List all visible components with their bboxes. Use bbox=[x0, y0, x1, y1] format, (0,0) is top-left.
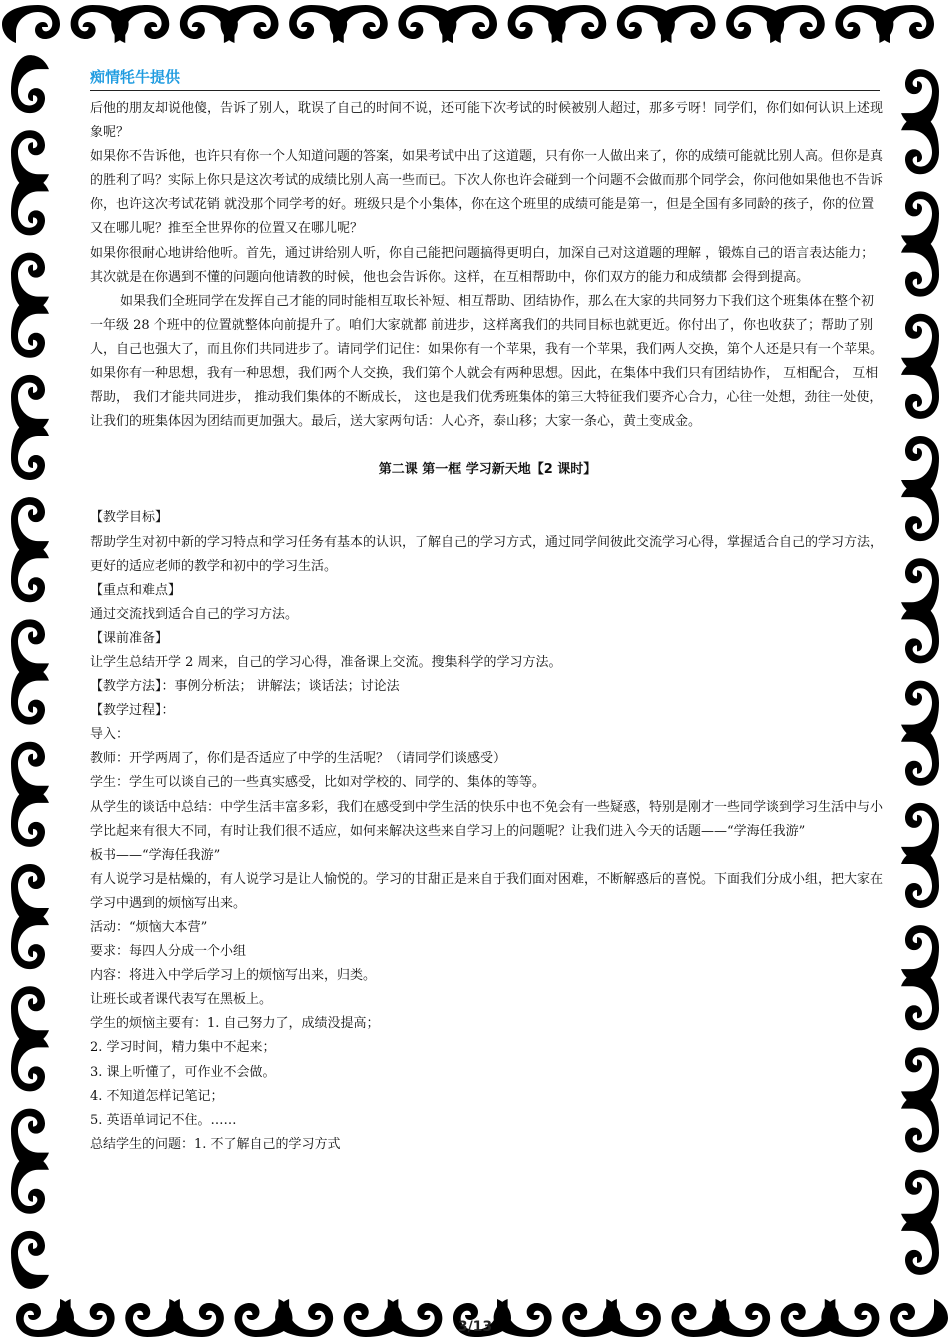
border-swirl bbox=[11, 177, 49, 235]
body-paragraph: 活动：“烦恼大本营” bbox=[90, 920, 208, 935]
border-swirl bbox=[901, 239, 939, 297]
border-swirl bbox=[890, 1299, 948, 1337]
border-swirl bbox=[57, 1299, 115, 1337]
border-swirl bbox=[901, 116, 939, 174]
list-item: 3. 课上听懂了，可作业不会做。 bbox=[90, 1064, 276, 1080]
border-swirl bbox=[821, 1299, 879, 1337]
border-swirl bbox=[11, 300, 49, 358]
body-paragraph: 帮助学生对初中新的学习特点和学习任务有基本的认识，了解自己的学习方式，通过同学间彼此交流学习心得，掌握适合自己的学习方法，更好的适应老师的教学和初中的学习生活。 bbox=[90, 534, 884, 574]
border-swirl bbox=[658, 5, 716, 43]
border-swirl bbox=[876, 5, 934, 43]
list-item: 4. 不知道怎样记笔记； bbox=[90, 1088, 224, 1104]
body-paragraph: 通过交流找到适合自己的学习方法。 bbox=[90, 606, 299, 622]
border-swirl bbox=[166, 1299, 224, 1337]
border-swirl bbox=[11, 1231, 49, 1289]
section-heading: 【重点和难点】 bbox=[90, 582, 182, 598]
list-item: 2. 学习时间，精力集中不起来； bbox=[90, 1040, 276, 1056]
border-swirl bbox=[111, 5, 169, 43]
body-paragraph: 有人说学习是枯燥的，有人说学习是让人愉悦的。学习的甘甜正是来自于我们面对困难，不断解惑后的喜悦。下面我们分成小组，把大家在学习中遇到的烦恼写出来。 bbox=[90, 871, 884, 911]
body-paragraph: 导入： bbox=[90, 727, 130, 743]
body-paragraph: 学生：学生可以谈自己的一些真实感受，比如对学校的、同学的、集体的等等。 bbox=[90, 775, 546, 791]
document-body bbox=[90, 97, 885, 1157]
spacer bbox=[90, 482, 885, 506]
border-swirl bbox=[221, 5, 279, 43]
border-swirl bbox=[11, 1033, 49, 1091]
border-swirl bbox=[275, 1299, 333, 1337]
border-swirl bbox=[712, 1299, 770, 1337]
border-swirl bbox=[603, 1299, 661, 1337]
body-paragraph: 从学生的谈话中总结：中学生活丰富多彩，我们在感受到中学生活的快乐中也不免会有一些疑惑，特别是刚才一些同学谈到学习生活中与小学比起来有很大不同，有时让我们很不适应，如何来解决这些来自学习上的问题呢？让我们进入今天的话题——“学海任我游” bbox=[90, 799, 884, 839]
section-heading: 【课前准备】 bbox=[90, 630, 169, 646]
body-paragraph: 教师：开学两周了，你们是否适应了中学的生活呢？（请同学们谈感受） bbox=[90, 751, 507, 767]
page-number: 3/13 bbox=[457, 1319, 493, 1335]
border-swirl bbox=[439, 5, 497, 43]
border-swirl bbox=[901, 483, 939, 541]
header-title: 痴情牦牛提供 bbox=[90, 68, 181, 86]
body-paragraph: 板书——“学海任我游” bbox=[90, 847, 221, 863]
border-swirl bbox=[767, 5, 825, 43]
body-paragraph: 总结学生的问题：1. 不了解自己的学习方式 bbox=[90, 1136, 341, 1152]
border-swirl bbox=[384, 1299, 442, 1337]
border-swirl bbox=[901, 972, 939, 1030]
border-swirl bbox=[11, 667, 49, 725]
border-swirl bbox=[901, 605, 939, 663]
list-item: 5. 英语单词记不住。…… bbox=[90, 1112, 237, 1128]
border-swirl bbox=[11, 911, 49, 969]
body-paragraph: 如果你很耐心地讲给他听。首先，通过讲给别人听，你自己能把问题搞得更明白，加深自己对这道题的理解 ，锻炼自己的语言表达能力；其次就是在你遇到不懂的问题向他请教的时候，他也会告诉你。这样，在互相帮助中，你们双方的能力和成绩都 会得到提高。 bbox=[90, 245, 875, 285]
page-header bbox=[90, 66, 880, 91]
lesson-title: 第二课 第一框 学习新天地【2 课时】 bbox=[378, 462, 597, 478]
border-swirl bbox=[901, 850, 939, 908]
section-heading: 【教学方法】：事例分析法； 讲解法；谈话法；讨论法 bbox=[90, 679, 400, 695]
border-swirl bbox=[330, 5, 388, 43]
body-paragraph: 让学生总结开学 2 周来，自己的学习心得，准备课上交流。搜集科学的学习方法。 bbox=[90, 654, 562, 670]
body-paragraph: 让班长或者课代表写在黑板上。 bbox=[90, 992, 273, 1008]
border-swirl bbox=[901, 1095, 939, 1153]
list-item: 学生的烦恼主要有：1. 自己努力了，成绩没提高； bbox=[90, 1016, 380, 1032]
border-swirl bbox=[11, 55, 49, 113]
body-paragraph: 后他的朋友却说他傻，告诉了别人，耽误了自己的时间不说，还可能下次考试的时候被别人超过，那多亏呀！同学们，你们如何认识上述现象呢？ bbox=[90, 101, 884, 141]
border-swirl bbox=[11, 544, 49, 602]
border-swirl bbox=[901, 1217, 939, 1275]
border-swirl bbox=[11, 422, 49, 480]
border-swirl bbox=[548, 5, 606, 43]
border-swirl bbox=[901, 361, 939, 419]
section-heading: 【教学目标】 bbox=[90, 510, 169, 526]
body-paragraph-indented: 如果我们全班同学在发挥自己才能的同时能相互取长补短、相互帮助、团结协作，那么在大家的共同努力下我们这个班集体在整个初一年级 28 个班中的位置就整体向前提升了。咱们大家就都 前进步，这样离我们的共同目标也就更近。你付出了，你也收获了；帮助了别人，自己也强大了，而且你们共同进步了。请同学们记住：如果你有一个苹果，我有一个苹果，我们两人交换，第个人还是只有一个苹果。如果你有一种思想，我有一种思想，我们两个人交换，我们第个人就会有两种思想。因此，在集体中我们只有团结协作， 互相配合， 互相帮助， 我们才能共同进步， 推动我们集体的不断成长， 这也是我们优秀班集体的第三大特征我们要齐心合力，心往一处想，劲往一处使，让我们的班集体因为团结而更加强大。最后，送大家两句话：人心齐，泰山移；大家一条心，黄土变成金。 bbox=[90, 293, 884, 430]
body-paragraph: 要求：每四人分成一个小组 bbox=[90, 944, 247, 960]
border-swirl bbox=[901, 728, 939, 786]
border-swirl bbox=[11, 1156, 49, 1214]
section-heading: 【教学过程】： bbox=[90, 703, 175, 719]
body-paragraph: 内容：将进入中学后学习上的烦恼写出来，归类。 bbox=[90, 968, 377, 984]
spacer bbox=[90, 434, 885, 458]
border-swirl bbox=[11, 789, 49, 847]
border-swirl bbox=[2, 5, 60, 43]
body-paragraph: 如果你不告诉他，也许只有你一个人知道问题的答案，如果考试中出了这道题，只有你一人做出来了，你的成绩可能就比别人高。但你是真的胜利了吗？实际上你只是这次考试的成绩比别人高一些而已。下次人你也许会碰到一个问题不会做而那个同学会，你问他如果他也不告诉 你，也许这次考试花销 就没那个同学考的好。班级只是个小集体，你在这个班里的成绩可能是第一，但是全国有多同龄的孩子，你的位置又在哪儿呢？推至全世界你的位置又在哪儿呢？ bbox=[90, 149, 884, 237]
